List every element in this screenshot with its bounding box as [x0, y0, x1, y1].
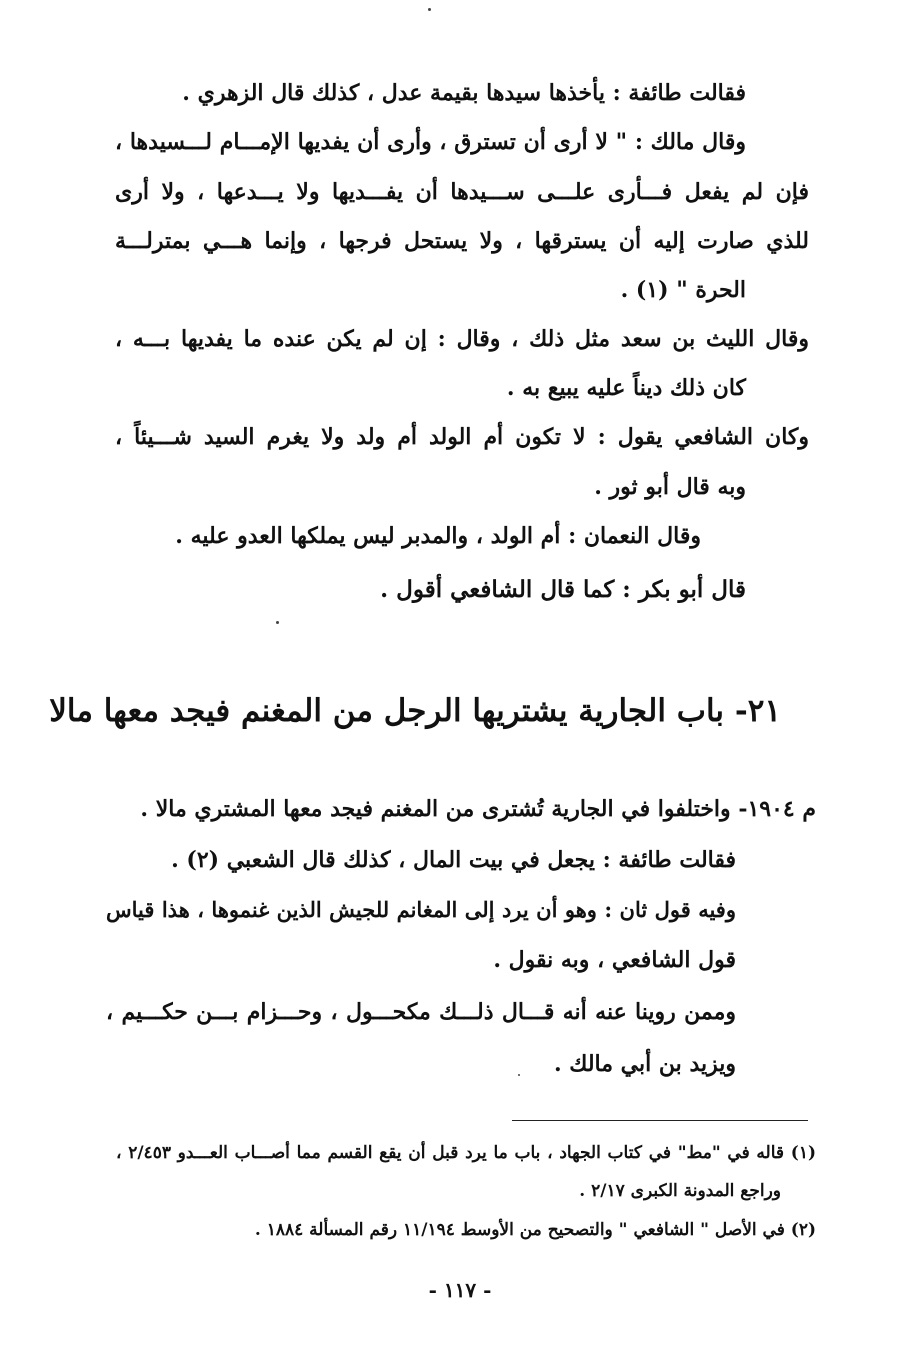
body-line: وكان الشافعي يقول : لا تكون أم الولد أم ولد ولا يغرم السيد شـــيئاً ،	[115, 424, 809, 450]
body-line: وقال الليث بن سعد مثل ذلك ، وقال : إن لم يكن عنده ما يفديها بـــه ،	[115, 326, 809, 352]
footnote-line: (٢) في الأصل " الشافعي " والتصحيح من الأوسط ١١/١٩٤ رقم المسألة ١٨٨٤ .	[254, 1220, 816, 1240]
scan-speck	[518, 1074, 520, 1076]
footnote-rule	[512, 1120, 808, 1121]
body-line: للذي صارت إليه أن يسترقها ، ولا يستحل فرجها ، وإنما هـــي بمترلـــة	[115, 228, 809, 254]
section-line: فقالت طائفة : يجعل في بيت المال ، كذلك قال الشعبي (٢) .	[171, 847, 736, 873]
section-heading: ٢١- باب الجارية يشتريها الرجل من المغنم فيجد معها مالا	[49, 693, 781, 729]
scan-speck	[428, 8, 431, 11]
body-line: قال أبو بكر : كما قال الشافعي أقول .	[380, 576, 746, 603]
footnote-line: وراجع المدونة الكبرى ٢/١٧ .	[579, 1181, 781, 1201]
body-line: وقال مالك : " لا أرى أن تسترق ، وأرى أن يفديها الإمـــام لـــسيدها ،	[115, 129, 746, 155]
section-line: وفيه قول ثان : وهو أن يرد إلى المغانم للجيش الذين غنموها ، هذا قياس	[106, 897, 736, 922]
body-line: وبه قال أبو ثور .	[594, 474, 746, 500]
body-line: وقال النعمان : أم الولد ، والمدبر ليس يملكها العدو عليه .	[175, 523, 701, 549]
section-line: م ١٩٠٤- واختلفوا في الجارية تُشترى من المغنم فيجد معها المشتري مالا .	[140, 796, 816, 822]
body-line: فقالت طائفة : يأخذها سيدها بقيمة عدل ، كذلك قال الزهري .	[182, 80, 746, 106]
body-line: فإن لم يفعل فـــأرى علـــى ســـيدها أن يفـــديها ولا يـــدعها ، ولا أرى	[115, 179, 809, 205]
section-line: وممن روينا عنه أنه قـــال ذلـــك مكحـــول ، وحـــزام بـــن حكـــيم ،	[106, 999, 736, 1025]
body-line: كان ذلك ديناً عليه يبيع به .	[506, 375, 746, 401]
footnote-line: (١) قاله في "مط" في كتاب الجهاد ، باب ما يرد قبل أن يقع القسم مما أصـــاب العـــدو ٢/٤٥٣ ،	[116, 1143, 816, 1163]
page-number: - ١١٧ -	[428, 1278, 492, 1302]
body-line: الحرة " (١) .	[620, 277, 746, 303]
section-line: ويزيد بن أبي مالك .	[553, 1051, 736, 1077]
section-line: قول الشافعي ، وبه نقول .	[493, 947, 736, 973]
scan-speck	[276, 621, 279, 624]
